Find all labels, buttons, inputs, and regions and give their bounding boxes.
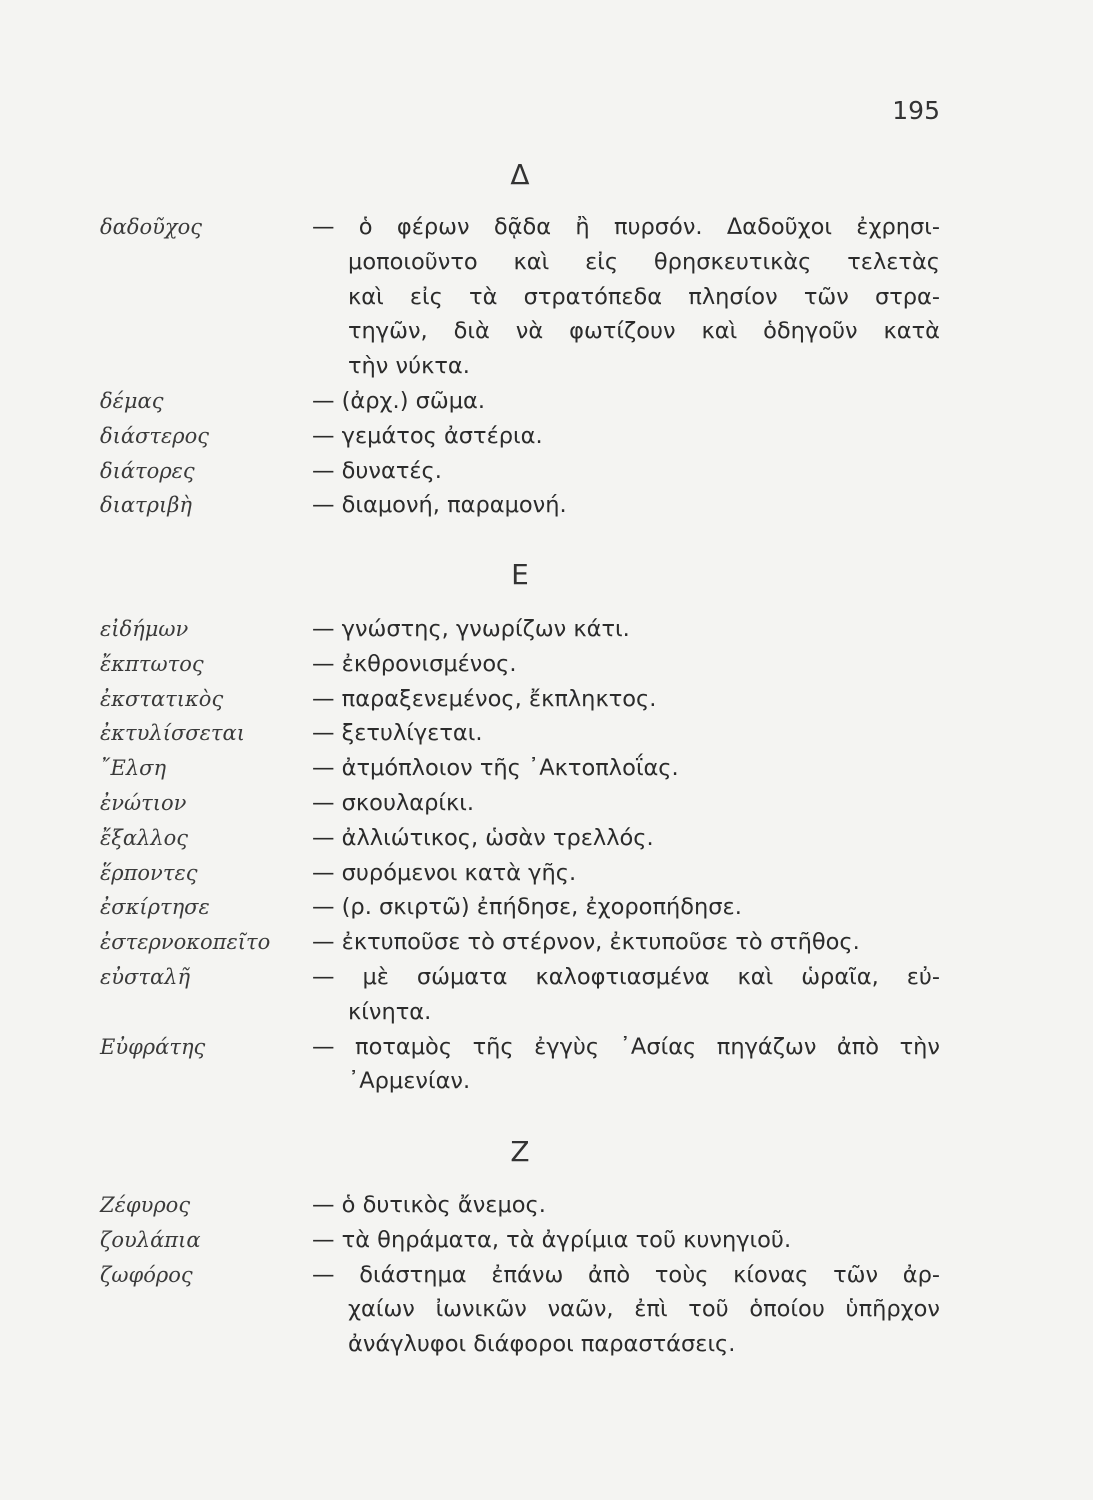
entry-definition [312, 716, 940, 751]
entry-definition [312, 1258, 940, 1362]
entry-term: εὐσταλῆ [100, 965, 191, 989]
entry-definition [312, 682, 940, 717]
entry-term: δέμας [100, 389, 164, 413]
definition-line: — μὲ σώματα καλοφτιασμένα καὶ ὡραῖα, εὐ- [312, 964, 940, 990]
entry-definition [312, 925, 940, 960]
definition-line: ᾿Αρμενίαν. [348, 1068, 471, 1095]
entry-definition [312, 960, 940, 1030]
entry-definition [312, 1223, 940, 1258]
entry-definition [312, 856, 940, 891]
entry-term: εἰδήμων [100, 617, 189, 641]
definition-line: — τὰ θηράματα, τὰ ἀγρίμια τοῦ κυνηγιοῦ. [312, 1226, 792, 1253]
definition-line: — συρόμενοι κατὰ γῆς. [312, 859, 577, 886]
entry-definition [312, 384, 940, 419]
entry-term: ἐνώτιον [100, 791, 187, 815]
entry-definition [312, 612, 940, 647]
definition-line: — (ἀρχ.) σῶμα. [312, 388, 486, 414]
entry-term: ἐκτυλίσσεται [100, 721, 245, 746]
definition-line: — παραξενεμένος, ἔκπληκτος. [312, 685, 657, 712]
definition-line: — ὁ φέρων δᾷδα ἢ πυρσόν. Δαδοῦχοι ἐχρησι- [312, 214, 940, 240]
entry-term: διατριβὴ [100, 493, 192, 518]
definition-line: — ἀτμόπλοιον τῆς ᾿Ακτοπλοΐας. [312, 755, 679, 782]
entry-term: ἐκστατικὸς [100, 686, 224, 711]
entry-definition [312, 1030, 940, 1100]
entry-term: Ζέφυρος [100, 1193, 191, 1217]
entry-term: ῎Ελση [100, 756, 167, 781]
entry-term: ἔξαλλος [100, 825, 189, 850]
section-letter: Ζ [510, 1135, 530, 1168]
entry-definition [312, 454, 940, 489]
page-number: 195 [892, 96, 940, 125]
definition-line: — σκουλαρίκι. [312, 790, 475, 816]
entry-definition [312, 751, 940, 786]
entry-term: ζουλάπια [100, 1227, 201, 1252]
definition-line: ἀνάγλυφοι διάφοροι παραστάσεις. [348, 1331, 736, 1358]
entry-term: ἔκπτωτος [100, 651, 204, 676]
entry-term: ἐσκίρτησε [100, 895, 210, 920]
definition-line: κίνητα. [348, 998, 432, 1025]
section-letter: Δ [510, 158, 530, 191]
definition-line: — ὁ δυτικὸς ἄνεμος. [312, 1192, 546, 1218]
entry-term: διάτορες [100, 458, 195, 483]
definition-line: — ἐκθρονισμένος. [312, 650, 517, 677]
entry-definition [312, 210, 940, 384]
definition-line: τηγῶν, διὰ νὰ φωτίζουν καὶ ὁδηγοῦν κατὰ [348, 318, 940, 345]
entry-term: ἐστερνοκοπεῖτο [100, 930, 271, 955]
definition-line: — διάστημα ἐπάνω ἀπὸ τοὺς κίονας τῶν ἀρ- [312, 1261, 940, 1288]
definition-line: — δυνατές. [312, 457, 442, 484]
entry-definition [312, 1188, 940, 1223]
section-letter: Ε [511, 558, 529, 591]
definition-line: μοποιοῦντο καὶ εἰς θρησκευτικὰς τελετὰς [348, 248, 940, 275]
entry-definition [312, 647, 940, 682]
definition-line: τὴν νύκτα. [348, 353, 470, 380]
definition-line: — (ρ. σκιρτῶ) ἐπήδησε, ἐχοροπήδησε. [312, 894, 742, 921]
definition-line: — γεμάτος ἀστέρια. [312, 422, 543, 449]
definition-line: — ποταμὸς τῆς ἐγγὺς ᾿Ασίας πηγάζων ἀπὸ τὴν [312, 1033, 940, 1060]
definition-line: — γνώστης, γνωρίζων κάτι. [312, 616, 630, 642]
definition-line: — ξετυλίγεται. [312, 720, 483, 747]
definition-line: — ἀλλιώτικος, ὡσὰν τρελλός. [312, 824, 654, 851]
definition-line: καὶ εἰς τὰ στρατόπεδα πλησίον τῶν στρα- [348, 283, 940, 310]
entry-term: Εὐφράτης [100, 1034, 206, 1059]
entry-definition [312, 890, 940, 925]
definition-line: — ἐκτυποῦσε τὸ στέρνον, ἐκτυποῦσε τὸ στῆθος. [312, 929, 860, 956]
entry-term: διάστερος [100, 423, 210, 448]
entry-term: ἕρποντες [100, 860, 198, 885]
entry-definition [312, 786, 940, 821]
definition-line: χαίων ἰωνικῶν ναῶν, ἐπὶ τοῦ ὁποίου ὑπῆρχον [348, 1296, 940, 1323]
entry-definition [312, 488, 940, 523]
entry-term: ζωφόρος [100, 1262, 193, 1287]
entry-definition [312, 419, 940, 454]
entry-definition [312, 821, 940, 856]
definition-line: — διαμονή, παραμονή. [312, 492, 567, 519]
entry-term: δαδοῦχος [100, 215, 203, 239]
